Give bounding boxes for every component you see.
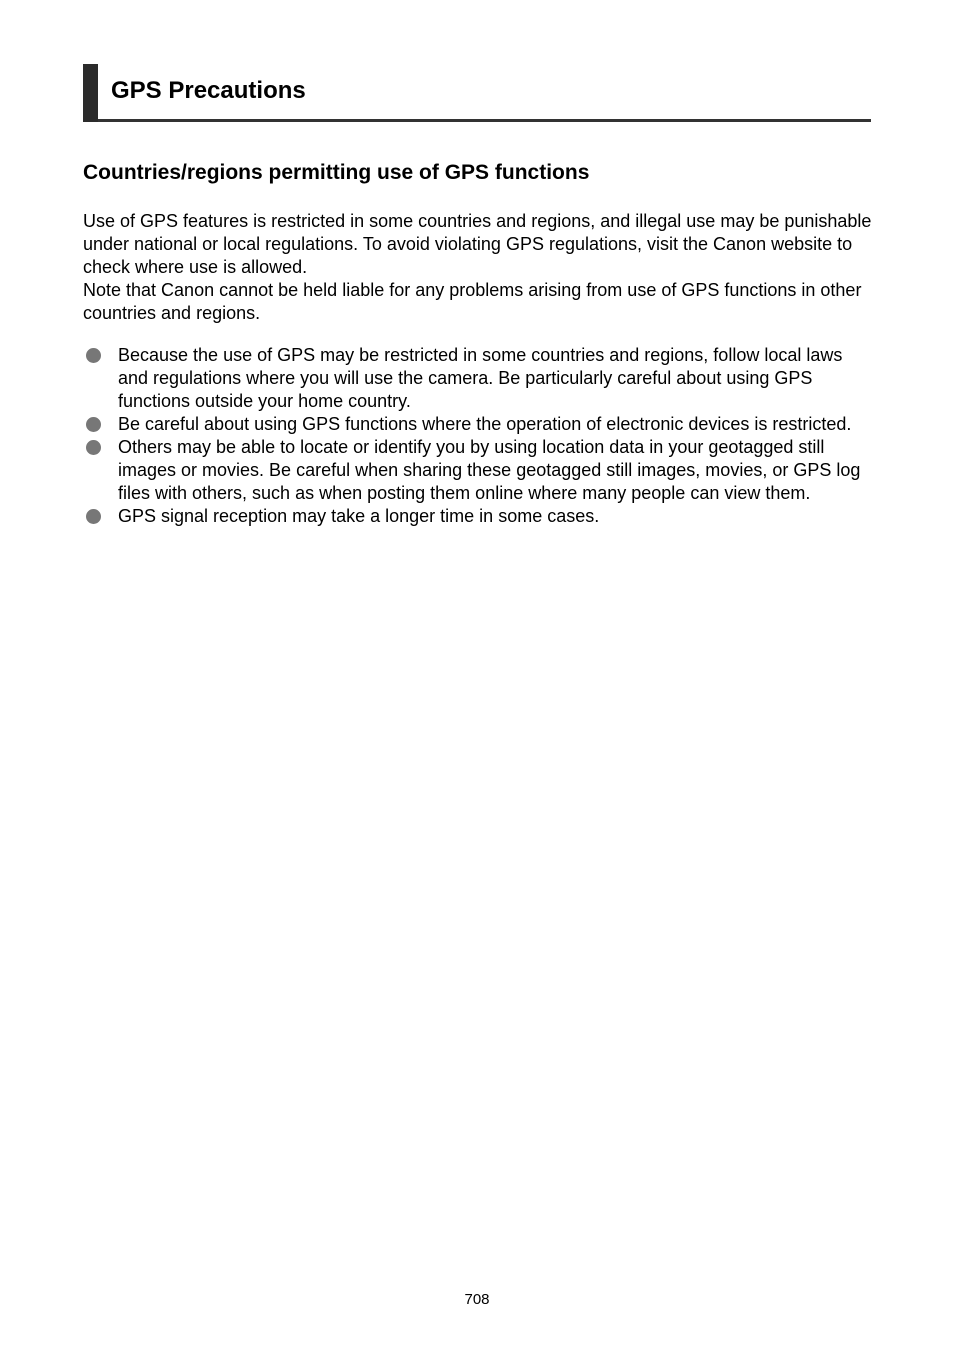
page-title: GPS Precautions bbox=[111, 77, 306, 104]
bullet-dot-icon bbox=[86, 417, 101, 432]
page-title-bar bbox=[83, 64, 871, 122]
list-item-text: Because the use of GPS may be restricted in some countries and regions, follow local laws and regulations where you will use the camera. Be particularly careful about using GPS functions outside your home country. bbox=[118, 345, 843, 411]
list-item-text: Others may be able to locate or identify you by using location data in your geotagged still images or movies. Be careful when sharing these geotagged still images, movies, or GPS log files with others, such as when posting them online where many people can view them. bbox=[118, 437, 861, 503]
list-item bbox=[83, 436, 873, 505]
list-item-text: GPS signal reception may take a longer time in some cases. bbox=[118, 506, 600, 526]
page-number: 708 bbox=[464, 1291, 490, 1308]
intro-text bbox=[83, 210, 873, 325]
title-accent-bar bbox=[83, 64, 98, 122]
bullet-dot-icon bbox=[86, 348, 101, 363]
list-item bbox=[83, 344, 873, 413]
list-item bbox=[83, 413, 873, 436]
list-item bbox=[83, 505, 873, 528]
bullet-dot-icon bbox=[86, 509, 101, 524]
precautions-list bbox=[83, 344, 873, 528]
intro-paragraph: Note that Canon cannot be held liable for any problems arising from use of GPS functions in other countries and regions. bbox=[83, 280, 862, 323]
section-heading: Countries/regions permitting use of GPS functions bbox=[83, 161, 590, 184]
intro-paragraph: Use of GPS features is restricted in some countries and regions, and illegal use may be punishable under national or local regulations. To avoid violating GPS regulations, visit the Canon website to check where use is allowed. bbox=[83, 211, 872, 277]
list-item-text: Be careful about using GPS functions where the operation of electronic devices is restricted. bbox=[118, 414, 852, 434]
bullet-dot-icon bbox=[86, 440, 101, 455]
